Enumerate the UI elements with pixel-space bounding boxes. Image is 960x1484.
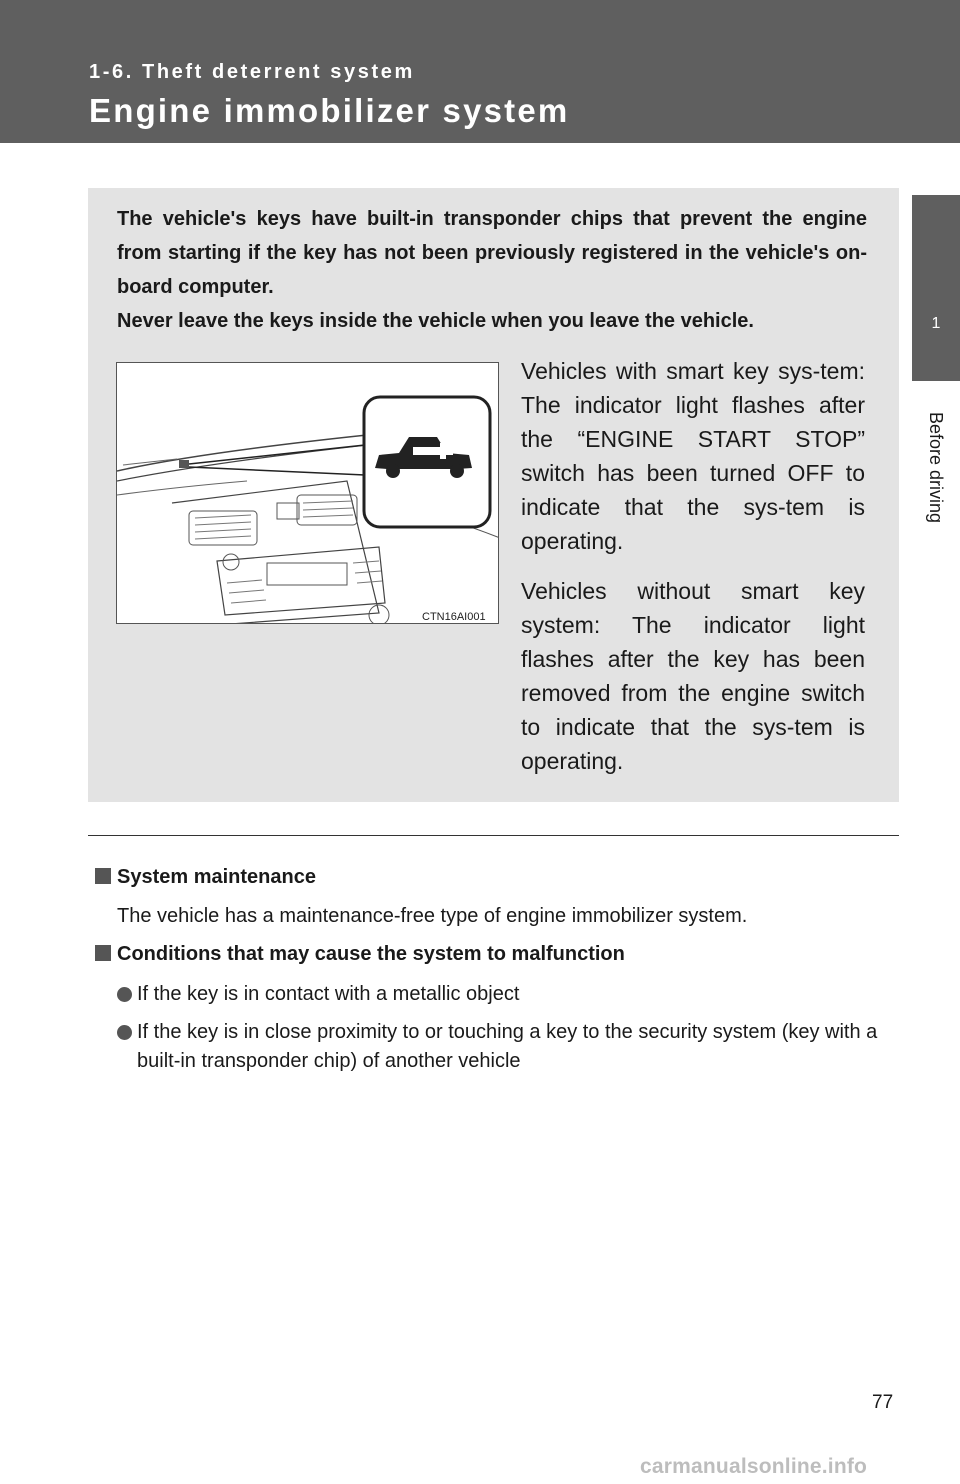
section-divider <box>88 835 899 836</box>
chapter-label <box>912 392 960 542</box>
maintenance-heading <box>95 866 316 889</box>
chapter-number: 1 <box>931 315 941 332</box>
intro-text <box>117 202 867 338</box>
chapter-tab <box>912 195 960 381</box>
no-smart-key-description: Vehicles without smart key system: The indicator light flashes after the key has been removed from the engine switch to indicate that the sys-tem is operating. <box>521 578 865 774</box>
maintenance-text: The vehicle has a maintenance-free type of engine immobilizer system. <box>117 905 748 927</box>
square-bullet-icon <box>95 868 111 884</box>
square-bullet-icon <box>95 945 111 961</box>
intro-paragraph-1: The vehicle's keys have built-in transponder chips that prevent the engine from starting if the key has not been previously registered in the vehicle's on-board computer. <box>117 208 867 298</box>
watermark: carmanualsonline.info <box>640 1455 868 1478</box>
malfunction-item-text: If the key is in close proximity to or touching a key to the security system (key with a built-in transponder chip) of another vehicle <box>137 1021 878 1072</box>
malfunction-heading-text: Conditions that may cause the system to malfunction <box>117 943 625 965</box>
figure-code: CTN16AI001 <box>422 611 486 623</box>
malfunction-heading <box>95 943 625 966</box>
dashboard-figure <box>116 362 499 624</box>
chapter-label-text: Before driving <box>926 411 947 523</box>
page-title: Engine immobilizer system <box>89 92 570 129</box>
section-label: 1-6. Theft deterrent system <box>89 61 415 83</box>
smart-key-description: Vehicles with smart key sys-tem: The indicator light flashes after the “ENGINE START STOP” switch has been turned OFF to indicate that the sys-tem is operating. <box>521 358 865 554</box>
malfunction-item <box>117 980 887 1009</box>
malfunction-item-text: If the key is in contact with a metallic object <box>137 983 520 1005</box>
maintenance-heading-text: System maintenance <box>117 866 316 888</box>
bullet-dot-icon <box>117 1025 132 1040</box>
malfunction-item <box>117 1018 887 1076</box>
dash-indicator-light <box>179 460 189 468</box>
page-number: 77 <box>872 1392 894 1413</box>
page-header <box>0 0 960 143</box>
dashboard-illustration <box>117 363 499 624</box>
intro-paragraph-2: Never leave the keys inside the vehicle when you leave the vehicle. <box>117 310 754 332</box>
bullet-dot-icon <box>117 987 132 1002</box>
